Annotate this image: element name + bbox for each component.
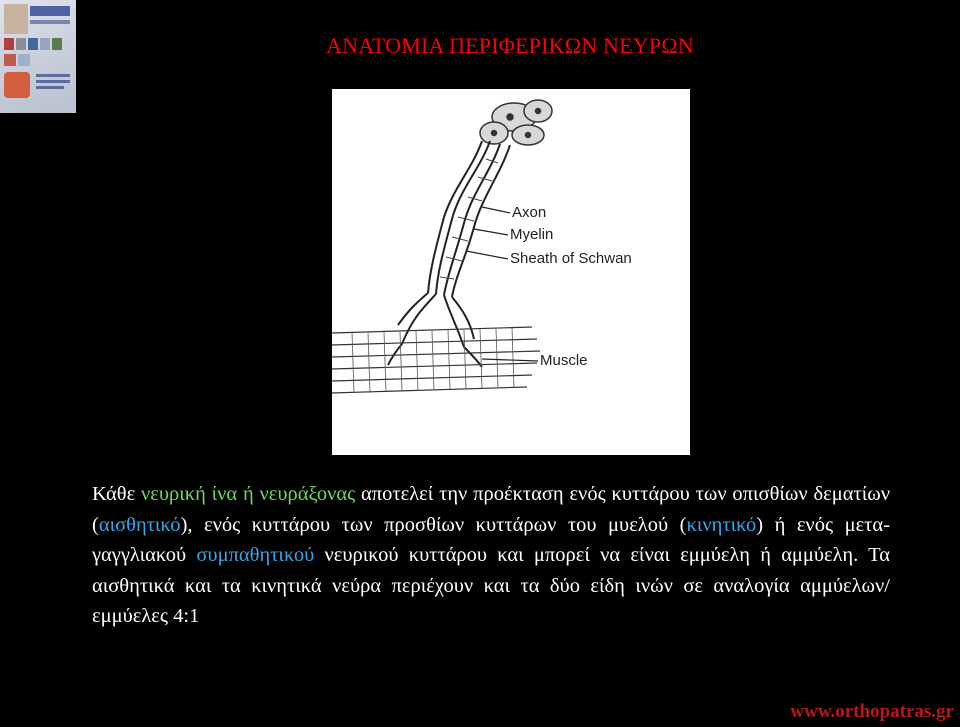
myelin-segments [440,159,498,279]
paragraph-highlight-motor: κινητικό [686,513,757,536]
muscle-label: Muscle [540,352,588,369]
paragraph-text-5: νευρικού κυττάρου και μπορεί να είναι εμμύελη ή αμμύελη. Τα αισθητικά και τα κινητικά νεύρα περιέχουν και τα δύο είδη ινών σε αναλογία αμμύελων/εμμύελες 4:1 [92,544,890,627]
cell-cluster [480,100,552,145]
paragraph-highlight-sensory: αισθητικό [98,513,181,536]
sheath-label: Sheath of Schwan [510,250,632,267]
paragraph-highlight-nerve-fiber: νευρική ίνα ή νευράξονας [141,483,356,505]
paragraph-text-2: αποτελεί την προέκταση ενός κυττάρου των οπισθίων δεματίων ( [92,483,890,536]
description-paragraph [92,479,890,632]
paragraph-text-1: Κάθε [92,483,142,505]
muscle-striations [352,328,514,393]
paragraph-highlight-sympathetic: συμπαθητικού [196,544,315,566]
axon-bundle [428,141,510,297]
nerve-fiber-drawing [332,89,690,455]
slide-title: ΑΝΑΤΟΜΙΑ ΠΕΡΙΦΕΡΙΚΩΝ ΝΕΥΡΩΝ [326,33,694,58]
website-footer-link[interactable]: www.orthopatras.gr [790,701,954,722]
paragraph-text-3: ), ενός κυττάρου των προσθίων κυττάρων του μυελού ( [180,513,687,536]
axon-label: Axon [512,204,547,221]
myelin-label: Myelin [510,226,554,243]
paragraph-text-4: ) ή ενός μετα-γαγγλιακού [92,513,890,566]
nerve-fiber-illustration [332,89,690,455]
